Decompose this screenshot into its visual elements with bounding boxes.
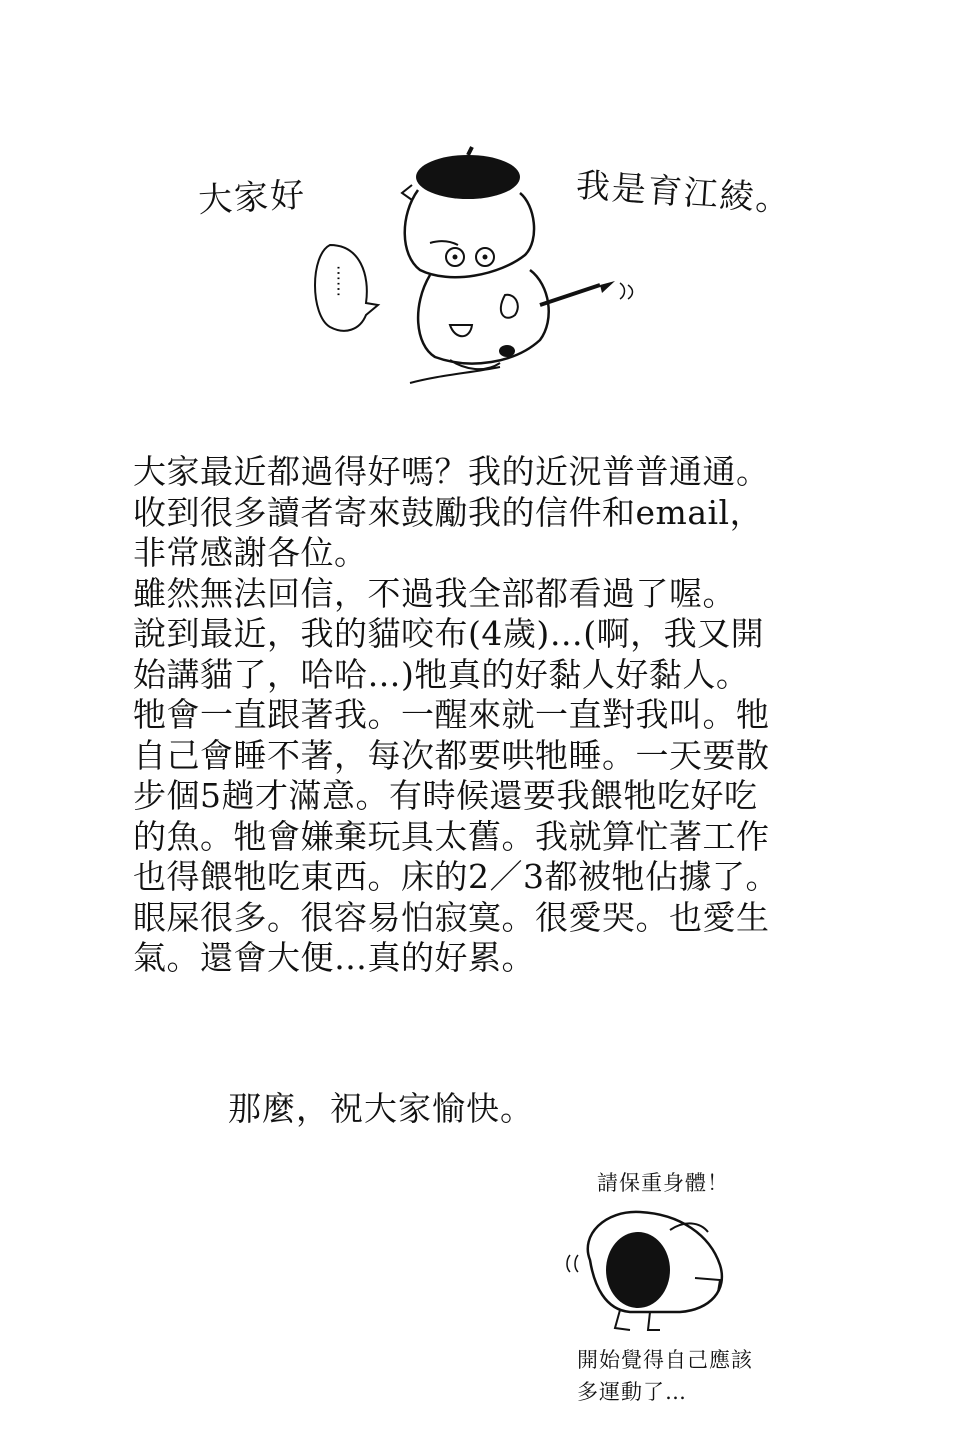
- letter-line: 步個5趟才滿意。有時候還要我餵牠吃好吃: [133, 776, 758, 815]
- speech-bubble-text: ……: [333, 265, 353, 297]
- letter-line: 牠會一直跟著我。一醒來就一直對我叫。牠: [133, 695, 770, 734]
- letter-line: 說到最近，我的貓咬布(4歲)…(啊，我又開: [133, 614, 765, 653]
- farewell-text: 那麼，祝大家愉快。: [228, 1089, 534, 1128]
- caption-exercise: [577, 1344, 753, 1408]
- greeting-right: 我是育江綾。: [574, 165, 793, 221]
- exercising-character-illustration: [560, 1200, 740, 1340]
- letter-line: 也得餵牠吃東西。床的2／3都被牠佔據了。: [133, 857, 779, 896]
- letter-line: 非常感謝各位。: [133, 533, 368, 572]
- letter-line: 眼屎很多。很容易怕寂寞。很愛哭。也愛生: [133, 897, 770, 937]
- letter-line: 自己會睡不著，每次都要哄牠睡。一天要散: [133, 735, 770, 775]
- letter-line: 收到很多讀者寄來鼓勵我的信件和email，: [133, 492, 764, 532]
- caption-exercise-line2: 多運動了…: [577, 1380, 687, 1404]
- caption-take-care: 請保重身體！: [597, 1171, 729, 1195]
- greeting-left: 大家好: [197, 175, 308, 221]
- speech-bubble: [315, 245, 378, 331]
- letter-line: 始講貓了，哈哈…)牠真的好黏人好黏人。: [133, 654, 750, 694]
- caption-exercise-line1: 開始覺得自己應該: [577, 1348, 753, 1372]
- letter-line: 的魚。牠會嫌棄玩具太舊。我就算忙著工作: [133, 816, 770, 856]
- letter-line: 雖然無法回信，不過我全部都看過了喔。: [133, 573, 736, 613]
- letter-body: [133, 452, 853, 979]
- letter-line: 氣。還會大便…真的好累。: [133, 938, 535, 977]
- letter-line: 大家最近都過得好嗎？我的近況普普通通。: [133, 452, 770, 491]
- author-self-portrait-illustration: [300, 145, 640, 395]
- beret-icon: [416, 147, 520, 199]
